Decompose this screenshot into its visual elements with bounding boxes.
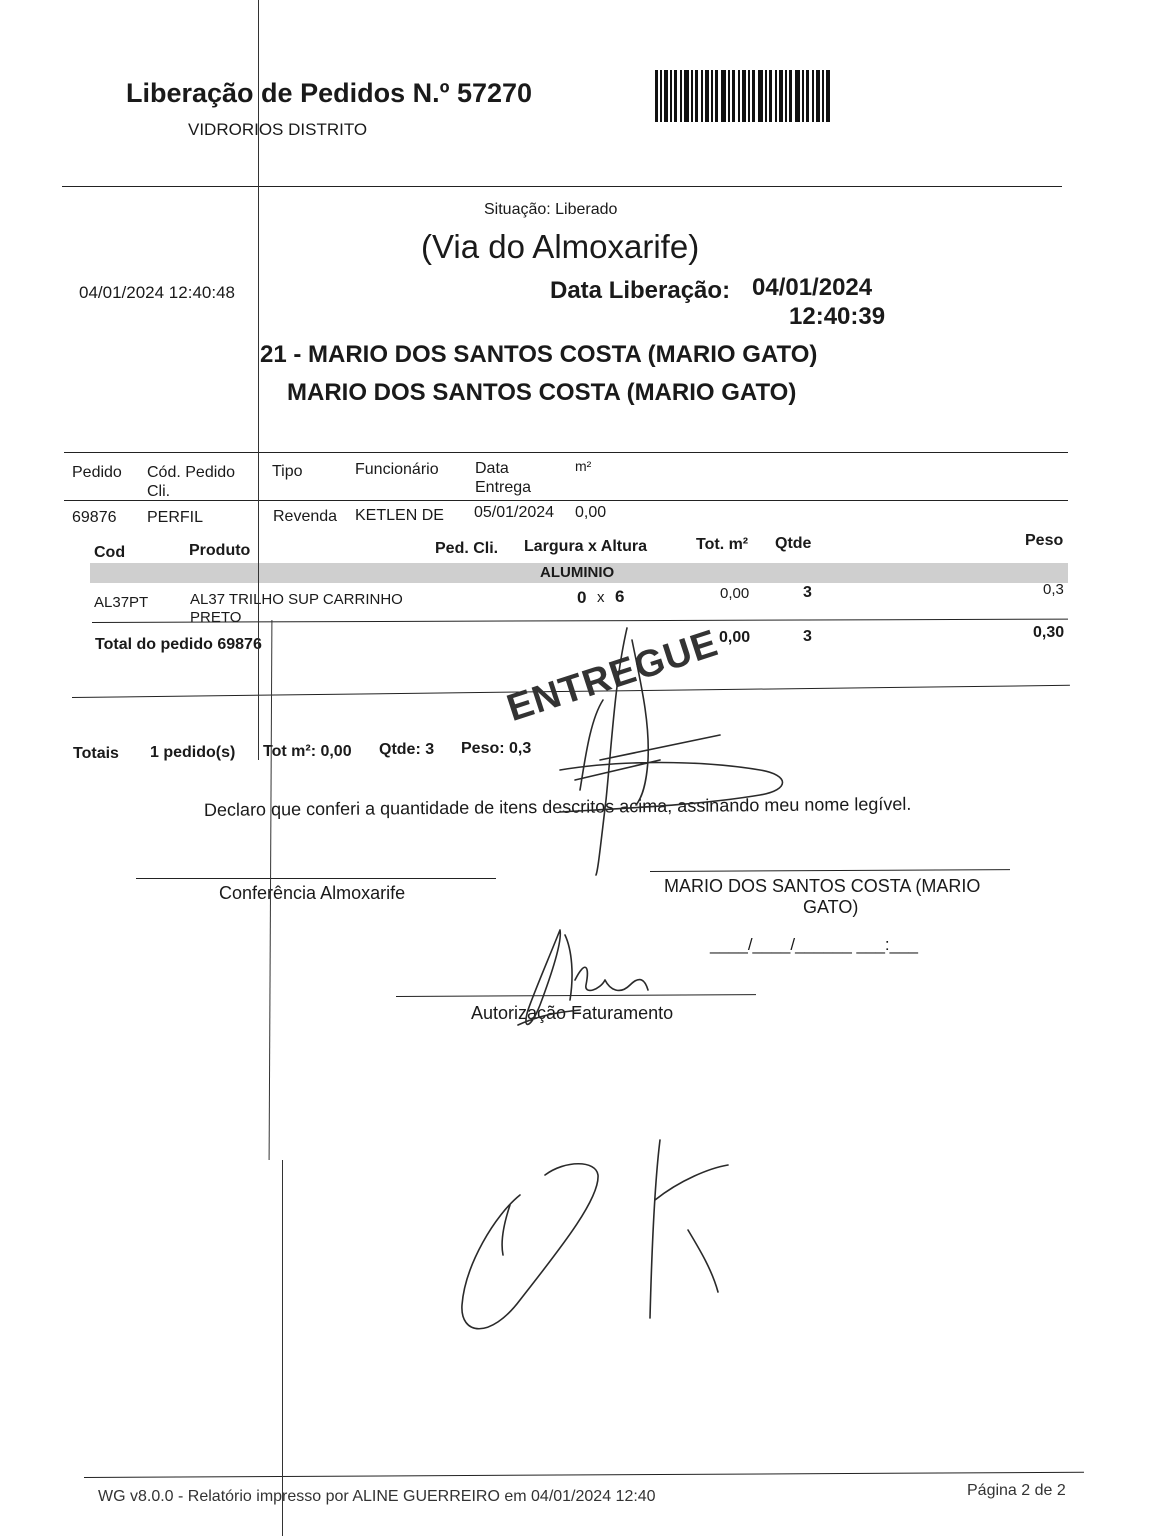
client-signature-name-line1: MARIO DOS SANTOS COSTA (MARIO: [664, 876, 981, 896]
col-header-tipo: Tipo: [272, 463, 303, 480]
date-time-blank: ____/____/______ ___:___: [710, 935, 918, 954]
item-x-separator: x: [597, 589, 605, 606]
signature-scribble-top: [560, 628, 783, 875]
item-header-largura-altura: Largura x Altura: [524, 538, 647, 555]
footer-printed-by: WG v8.0.0 - Relatório impresso por ALINE GUERREIRO em 04/01/2024 12:40: [98, 1488, 656, 1505]
item-tot-m2: 0,00: [720, 585, 750, 602]
conferencia-label: Conferência Almoxarife: [219, 883, 406, 903]
order-number: 69876: [72, 509, 117, 526]
totals-label: Totais: [73, 745, 119, 762]
order-cod-pedido: PERFIL: [147, 509, 204, 526]
col-header-cod-pedido-cli: Cli.: [147, 483, 171, 500]
item-peso: 0,3: [1043, 581, 1064, 598]
order-total-qtde: 3: [803, 628, 812, 645]
release-time: 12:40:39: [789, 303, 886, 330]
item-header-produto: Produto: [189, 542, 251, 559]
client-signature-name-line2: GATO): [803, 897, 859, 917]
item-produto-line1: AL37 TRILHO SUP CARRINHO: [190, 591, 403, 608]
printed-datetime: 04/01/2024 12:40:48: [79, 283, 235, 302]
item-produto-line2: PRETO: [190, 609, 242, 626]
status-line: Situação: Liberado: [484, 201, 618, 218]
client-code-name: 21 - MARIO DOS SANTOS COSTA (MARIO GATO): [260, 341, 818, 368]
item-cod: AL37PT: [94, 594, 149, 611]
order-funcionario: KETLEN DE: [355, 507, 444, 524]
order-total-m2: 0,00: [719, 629, 751, 646]
totals-tot-m2: Tot m²: 0,00: [263, 743, 352, 760]
item-qtde: 3: [803, 584, 812, 601]
item-header-ped-cli: Ped. Cli.: [435, 540, 499, 557]
delivered-stamp: ENTREGUE: [502, 622, 724, 730]
col-header-pedido: Pedido: [72, 464, 122, 481]
order-data-entrega: 05/01/2024: [474, 504, 555, 521]
item-header-tot-m2: Tot. m²: [696, 536, 749, 553]
item-header-peso: Peso: [1025, 532, 1064, 549]
handwritten-ok: [462, 1140, 728, 1329]
order-total-peso: 0,30: [1033, 624, 1065, 641]
signature-aline: [518, 930, 648, 1025]
col-header-cod-pedido: Cód. Pedido: [147, 464, 236, 481]
autorizacao-label: Autorização Faturamento: [471, 1003, 674, 1023]
item-header-qtde: Qtde: [775, 535, 812, 552]
totals-pedidos: 1 pedido(s): [150, 744, 236, 761]
totals-peso: Peso: 0,3: [461, 740, 532, 757]
footer-page-number: Página 2 de 2: [967, 1482, 1066, 1499]
item-header-cod: Cod: [94, 544, 126, 561]
release-date: 04/01/2024: [752, 274, 873, 301]
item-altura: 6: [615, 587, 625, 606]
release-label: Data Liberação:: [550, 277, 731, 304]
col-header-data: Data: [475, 460, 509, 477]
client-name: MARIO DOS SANTOS COSTA (MARIO GATO): [287, 379, 797, 406]
document-title: Liberação de Pedidos N.º 57270: [126, 78, 533, 108]
declaration-text: Declaro que conferi a quantidade de itens descritos acima, assinando meu nome legível.: [203, 793, 912, 820]
item-largura: 0: [577, 588, 587, 607]
order-total-label: Total do pedido 69876: [95, 636, 262, 653]
totals-qtde: Qtde: 3: [379, 741, 435, 758]
col-header-m2: m²: [575, 458, 592, 474]
copy-label: (Via do Almoxarife): [421, 228, 700, 265]
order-tipo: Revenda: [273, 508, 338, 525]
col-header-data-entrega: Entrega: [475, 479, 532, 496]
order-m2: 0,00: [575, 504, 607, 521]
group-label: ALUMINIO: [540, 564, 615, 581]
col-header-funcionario: Funcionário: [355, 461, 439, 478]
company-name: VIDRORIOS DISTRITO: [188, 120, 368, 139]
